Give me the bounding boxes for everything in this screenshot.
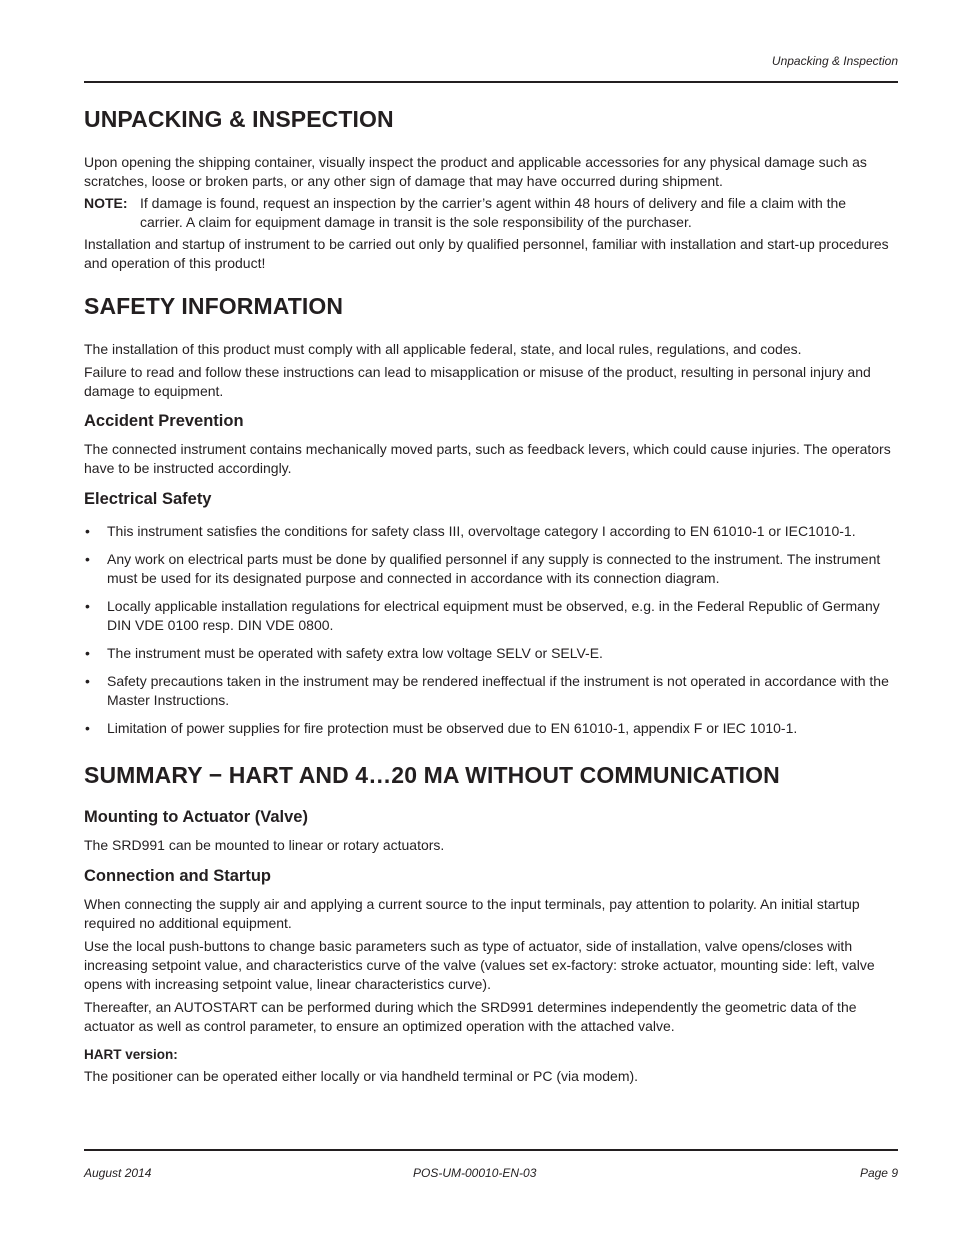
section-title-summary: SUMMARY − HART AND 4…20 MA WITHOUT COMMUNICATION xyxy=(84,762,780,788)
subsection-title-electrical-safety: Electrical Safety xyxy=(84,490,212,508)
footer-page-number: Page 9 xyxy=(859,1166,898,1180)
list-item: • This instrument satisfies the conditions for safety class III, overvoltage category I according to EN 61010-1 or IEC1010-1. xyxy=(85,523,856,539)
hart-version-heading: HART version: xyxy=(84,1047,178,1062)
connection-paragraph-1: When connecting the supply air and applying a current source to the input terminals, pay attention to polarity. An initial startup required no additional equipment. xyxy=(84,896,860,931)
note-text: If damage is found, request an inspection by the carrier’s agent within 48 hours of delivery and file a claim with the carrier. A claim for equipment damage in transit is the sole responsibility of the purchaser. xyxy=(140,195,847,230)
section-title-safety: SAFETY INFORMATION xyxy=(84,293,344,319)
subsection-title-accident-prevention: Accident Prevention xyxy=(84,412,244,430)
subsection-title-connection: Connection and Startup xyxy=(84,867,271,885)
header-rule xyxy=(84,81,898,83)
bullet-icon: • xyxy=(85,720,90,736)
bullet-icon: • xyxy=(85,645,90,661)
bullet-icon: • xyxy=(85,551,90,567)
connection-paragraph-3: Thereafter, an AUTOSTART can be performed during which the SRD991 determines independently the geometric data of the actuator as well as control parameter, to ensure an optimized operation with the attached valve. xyxy=(84,999,857,1034)
list-item: • Safety precautions taken in the instrument may be rendered ineffectual if the instrument is not operated in accordance with the Master Instructions. xyxy=(85,673,889,708)
footer-rule xyxy=(84,1149,898,1151)
footer-document-id: POS-UM-00010-EN-03 xyxy=(413,1166,537,1180)
list-item: • The instrument must be operated with safety extra low voltage SELV or SELV-E. xyxy=(85,645,603,661)
bullet-icon: • xyxy=(85,598,90,614)
unpacking-paragraph-1: Upon opening the shipping container, visually inspect the product and applicable accessories for any physical damage such as scratches, loose or broken parts, or any other sign of damage that may have occurred during shipment. xyxy=(84,154,867,189)
bullet-icon: • xyxy=(85,523,90,539)
electrical-safety-list xyxy=(84,522,892,738)
mounting-text: The SRD991 can be mounted to linear or rotary actuators. xyxy=(84,837,445,853)
page-content xyxy=(84,104,892,1086)
connection-paragraph-2: Use the local push-buttons to change basic parameters such as type of actuator, side of installation, valve opens/closes with increasing setpoint value, and characteristics curve of the valve (values set ex-factory: stroke actuator, mounting side: left, valve opens with increasing setpoint value, linear characteristics curve). xyxy=(84,938,875,992)
subsection-title-mounting: Mounting to Actuator (Valve) xyxy=(84,808,308,826)
list-item: • Locally applicable installation regulations for electrical equipment must be observed, e.g. in the Federal Republic of Germany DIN VDE 0100 resp. DIN VDE 0800. xyxy=(85,598,880,633)
section-title-unpacking: UNPACKING & INSPECTION xyxy=(84,106,394,132)
unpacking-paragraph-2: Installation and startup of instrument to be carried out only by qualified personnel, familiar with installation and start-up procedures and operation of this product! xyxy=(84,236,889,271)
note-block xyxy=(84,194,892,232)
note-label: NOTE: xyxy=(84,195,128,211)
running-header: Unpacking & Inspection xyxy=(771,54,898,68)
bullet-icon: • xyxy=(85,673,90,689)
accident-prevention-text: The connected instrument contains mechanically moved parts, such as feedback levers, which could cause injuries. The operators have to be instructed accordingly. xyxy=(84,441,891,476)
footer-date: August 2014 xyxy=(84,1166,152,1180)
list-item: • Any work on electrical parts must be done by qualified personnel if any supply is connected to the instrument. The instrument must be used for its designated purpose and connected in accordance with its connection diagram. xyxy=(85,551,881,586)
hart-version-text: The positioner can be operated either locally or via handheld terminal or PC (via modem). xyxy=(84,1068,639,1084)
safety-paragraph-2: Failure to read and follow these instructions can lead to misapplication or misuse of the product, resulting in personal injury and damage to equipment. xyxy=(84,364,871,399)
safety-paragraph-1: The installation of this product must comply with all applicable federal, state, and local rules, regulations, and codes. xyxy=(84,341,802,357)
list-item: • Limitation of power supplies for fire protection must be observed due to EN 61010-1, appendix F or IEC 1010-1. xyxy=(85,720,798,736)
